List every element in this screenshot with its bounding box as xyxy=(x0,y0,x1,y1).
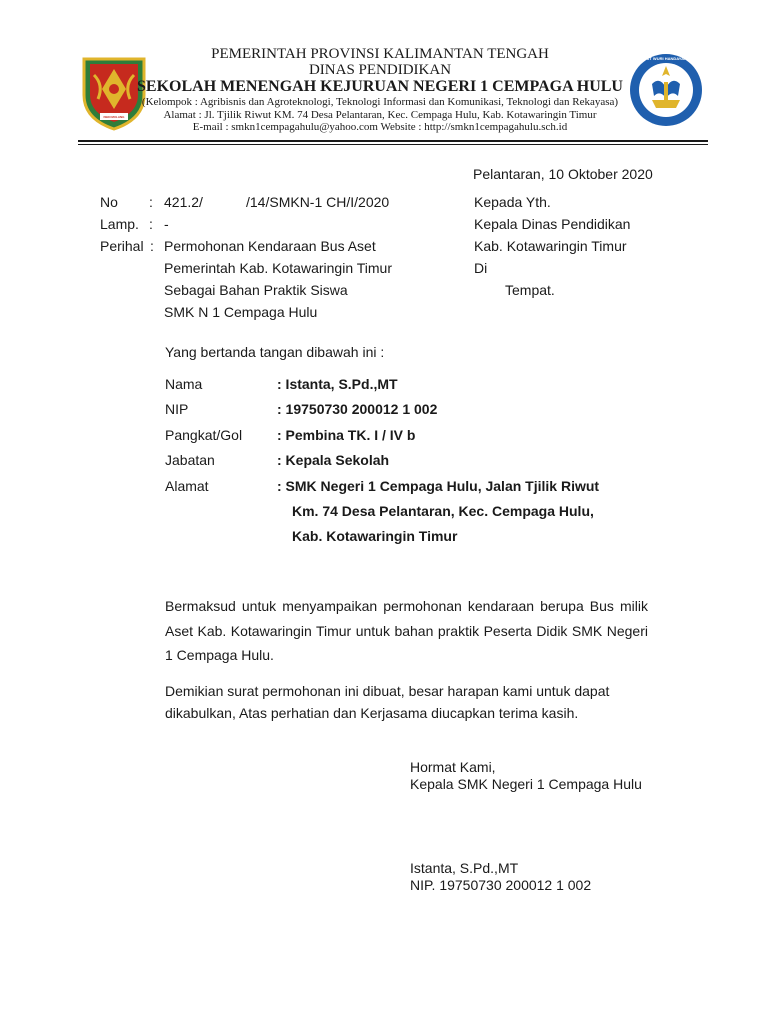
lamp-label: Lamp. xyxy=(100,216,139,232)
identity-value: : Istanta, S.Pd.,MT xyxy=(277,376,398,392)
letterhead-divider-thin xyxy=(78,144,708,145)
identity-label: Alamat xyxy=(165,478,209,494)
identity-row xyxy=(165,478,645,496)
perihal-line: SMK N 1 Cempaga Hulu xyxy=(164,304,318,320)
emblem-motto-right: TUT WURI HANDAYANI xyxy=(644,56,688,61)
identity-row xyxy=(165,452,645,470)
signatory-name: Istanta, S.Pd.,MT xyxy=(410,860,519,876)
body-paragraph-1: Bermaksud untuk menyampaikan permohonan kendaraan berupa Bus milik Aset Kab. Kotawaringin Timur untuk bahan praktik Peserta Didik SMK Negeri 1 Cempaga Hulu. xyxy=(165,598,648,663)
emblem-motto: ISEN MULANG xyxy=(103,115,125,119)
letterhead-contact: E-mail : smkn1cempagahulu@yahoo.com Website : http://smkn1cempagahulu.sch.id xyxy=(192,121,568,133)
address-continuation: Kab. Kotawaringin Timur xyxy=(292,528,458,544)
letterhead-address: Alamat : Jl. Tjilik Riwut KM. 74 Desa Pelantaran, Kec. Cempaga Hulu, Kab. Kotawaringin Timur xyxy=(163,109,597,121)
letterhead-groups: (Kelompok : Agribisnis dan Agroteknologi, Teknologi Informasi dan Komunikasi, Teknologi dan Rekayasa) xyxy=(141,96,619,108)
no-value-prefix: 421.2/ xyxy=(164,194,203,210)
closing-greeting: Hormat Kami, xyxy=(410,759,496,775)
identity-value: : SMK Negeri 1 Cempaga Hulu, Jalan Tjilik Riwut xyxy=(277,478,600,494)
intro-text: Yang bertanda tangan dibawah ini : xyxy=(165,344,385,360)
perihal-separator: : xyxy=(150,238,154,254)
letterhead-divider xyxy=(78,140,708,142)
no-value-suffix: /14/SMKN-1 CH/I/2020 xyxy=(246,194,390,210)
letterhead-school-name: SEKOLAH MENENGAH KEJURUAN NEGERI 1 CEMPAGA HULU xyxy=(137,78,623,95)
identity-label: Nama xyxy=(165,376,203,392)
perihal-label: Perihal xyxy=(100,238,144,254)
address-continuation: Km. 74 Desa Pelantaran, Kec. Cempaga Hulu, xyxy=(292,503,594,519)
identity-value: : Pembina TK. I / IV b xyxy=(277,427,416,443)
identity-value: : 19750730 200012 1 002 xyxy=(277,401,438,417)
recipient-line: Di xyxy=(474,260,488,276)
closing-position: Kepala SMK Negeri 1 Cempaga Hulu xyxy=(410,776,642,792)
recipient-line: Kepala Dinas Pendidikan xyxy=(474,216,631,232)
recipient-line: Kepada Yth. xyxy=(474,194,551,210)
lamp-separator: : xyxy=(149,216,153,232)
no-label: No xyxy=(100,194,118,210)
no-separator: : xyxy=(149,194,153,210)
identity-row xyxy=(165,427,645,445)
letter-date: Pelantaran, 10 Oktober 2020 xyxy=(473,166,653,182)
recipient-line: Kab. Kotawaringin Timur xyxy=(474,238,627,254)
perihal-line: Permohonan Kendaraan Bus Aset xyxy=(164,238,376,254)
letterhead-line2: DINAS PENDIDIKAN xyxy=(308,62,452,78)
letterhead-line1: PEMERINTAH PROVINSI KALIMANTAN TENGAH xyxy=(211,46,549,62)
identity-label: NIP xyxy=(165,401,189,417)
identity-value: : Kepala Sekolah xyxy=(277,452,390,468)
identity-label: Pangkat/Gol xyxy=(165,427,243,443)
perihal-line: Pemerintah Kab. Kotawaringin Timur xyxy=(164,260,392,276)
body-paragraph-2-line: dikabulkan, Atas perhatian dan Kerjasama diucapkan terima kasih. xyxy=(165,705,579,721)
lamp-value: - xyxy=(164,216,169,232)
identity-label: Jabatan xyxy=(165,452,215,468)
identity-row xyxy=(165,401,645,419)
identity-row xyxy=(165,376,645,394)
signatory-nip: NIP. 19750730 200012 1 002 xyxy=(410,877,592,893)
perihal-line: Sebagai Bahan Praktik Siswa xyxy=(164,282,348,298)
body-paragraph-2-line: Demikian surat permohonan ini dibuat, besar harapan kami untuk dapat xyxy=(165,683,610,699)
recipient-place: Tempat. xyxy=(505,282,555,298)
